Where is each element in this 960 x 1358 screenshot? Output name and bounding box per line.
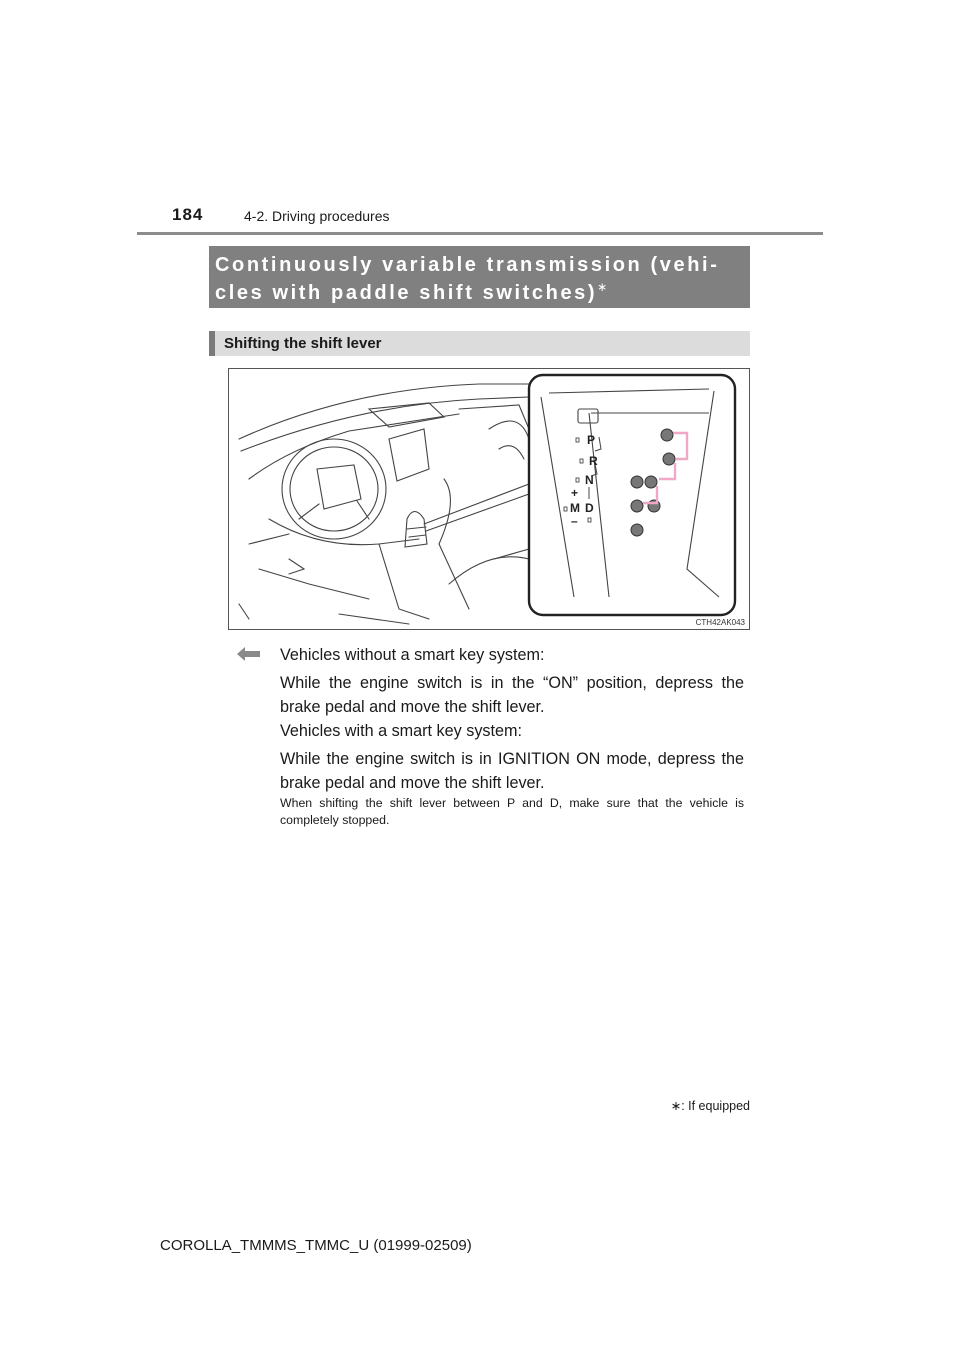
section-title-line-1: Continuously variable transmission (vehi- bbox=[215, 254, 720, 276]
section-title-line-2 bbox=[215, 280, 607, 305]
instruction-body-2: While the engine switch is in IGNITION ON mode, depress the brake pedal and move the shift lever. bbox=[280, 750, 744, 792]
left-arrow-icon bbox=[237, 646, 261, 662]
section-title bbox=[209, 246, 750, 308]
header-divider bbox=[137, 232, 823, 235]
footnote: ∗: If equipped bbox=[670, 1099, 750, 1113]
illustration-code: CTH42AK043 bbox=[695, 618, 745, 627]
gate-label-p: P bbox=[587, 433, 596, 447]
instruction-heading-2: Vehicles with a smart key system: bbox=[280, 722, 522, 740]
gate-label-d: D bbox=[585, 501, 594, 515]
gate-label-n: N bbox=[585, 473, 594, 487]
gate-label-plus: + bbox=[571, 486, 579, 500]
instruction-body-1: While the engine switch is in the “ON” position, depress the brake pedal and move the shift lever. bbox=[280, 674, 744, 716]
if-equipped-marker: ∗ bbox=[597, 280, 608, 294]
gate-label-r: R bbox=[589, 454, 598, 468]
document-footer: COROLLA_TMMMS_TMMC_U (01999-02509) bbox=[160, 1237, 472, 1254]
cabin-drawing bbox=[229, 369, 749, 629]
subheading bbox=[209, 331, 750, 356]
gate-label-m: M bbox=[570, 501, 580, 515]
page-number: 184 bbox=[172, 205, 204, 224]
instruction-heading-1: Vehicles without a smart key system: bbox=[280, 646, 545, 664]
shift-lever-illustration bbox=[228, 368, 750, 630]
subheading-bar bbox=[209, 331, 215, 356]
subheading-text: Shifting the shift lever bbox=[224, 335, 382, 352]
section-title-line-2-text: cles with paddle shift switches) bbox=[215, 282, 598, 304]
gate-label-minus: – bbox=[571, 514, 578, 528]
section-reference: 4-2. Driving procedures bbox=[244, 208, 390, 224]
caution-note: When shifting the shift lever between P and D, make sure that the vehicle is completely stopped. bbox=[280, 796, 744, 827]
